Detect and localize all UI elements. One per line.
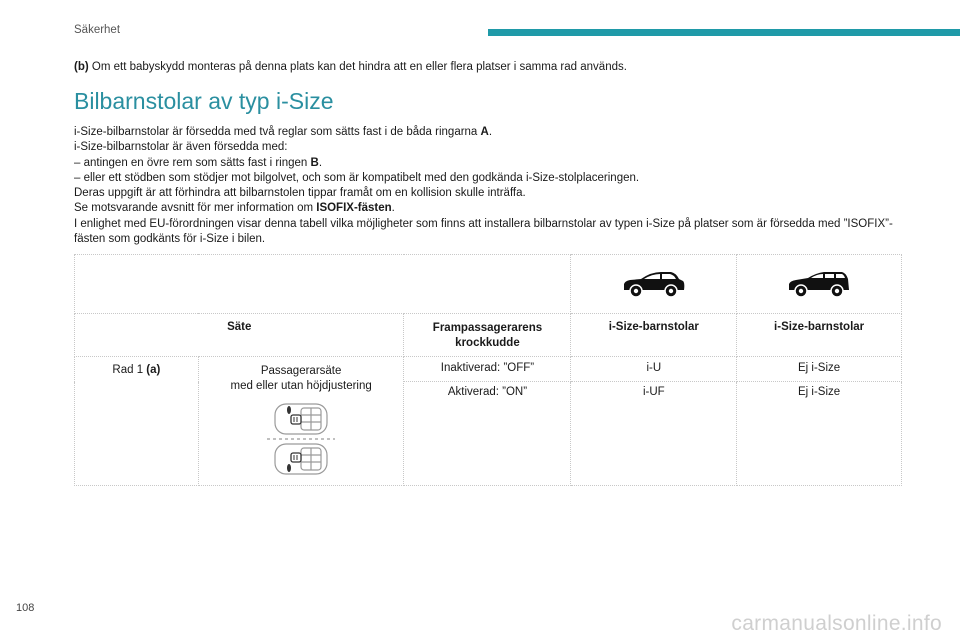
footnote-b	[74, 61, 627, 73]
page-title: Bilbarnstolar av typ i-Size	[74, 88, 334, 114]
footnote-marker: (b)	[74, 61, 89, 73]
header-i-size-b: i-Size-barnstolar	[737, 314, 902, 357]
isofix-reference: ISOFIX-fästen	[316, 202, 392, 215]
i-size-table	[74, 254, 902, 486]
table-row	[75, 357, 902, 382]
paragraph: Se motsvarande avsnitt för mer information om ISOFIX-fästen.	[74, 202, 395, 215]
list-item: – antingen en övre rem som sätts fast i ringen B.	[74, 156, 323, 169]
paragraph: i-Size-bilbarnstolar är även försedda med:	[74, 141, 288, 154]
i-size-a-on: i-UF	[571, 382, 737, 486]
list-item: – eller ett stödben som stödjer mot bilgolvet, och som är kompatibelt med den godkända i-Size-stolplaceringen.	[74, 171, 640, 184]
watermark: carmanualsonline.info	[731, 612, 942, 635]
page-number: 108	[16, 602, 35, 614]
footnote-text: Om ett babyskydd monteras på denna plats kan det hindra att en eller flera platser i samma rad används.	[88, 61, 627, 73]
paragraph: i-Size-bilbarnstolar är försedda med två reglar som sätts fast i de båda ringarna A.	[74, 126, 493, 138]
airbag-off-cell: Inaktiverad: ”OFF”	[404, 357, 571, 382]
paragraph: Deras uppgift är att förhindra att bilbarnstolen tippar framåt om en kollision skulle inträffa.	[74, 187, 526, 200]
header-seat: Säte	[75, 314, 404, 357]
table-header-row	[75, 314, 902, 357]
seat-subtitle: med eller utan höjdjustering	[230, 380, 372, 392]
i-size-b-off: Ej i-Size	[737, 357, 902, 382]
header-i-size-a: i-Size-barnstolar	[571, 314, 737, 357]
passenger-seat-diagram-icon	[265, 398, 337, 480]
seat-cell	[198, 357, 404, 486]
airbag-on-cell: Aktiverad: ”ON”	[404, 382, 571, 486]
i-size-b-on: Ej i-Size	[737, 382, 902, 486]
header-airbag: Frampassagerarens krockkudde	[404, 314, 571, 357]
row-label: Rad 1 (a)	[75, 357, 199, 486]
section-label: Säkerhet	[74, 24, 121, 36]
suv-car-icon	[621, 270, 687, 298]
header-accent-bar	[488, 29, 960, 36]
estate-car-icon	[786, 270, 852, 298]
seat-name: Passagerarsäte	[260, 365, 342, 377]
i-size-a-off: i-U	[571, 357, 737, 382]
body-text	[74, 125, 914, 247]
paragraph: I enlighet med EU-förordningen visar denna tabell vilka möjligheter som finns att installera bilbarnstolar av typen i-Size på platser som är försedda med ”ISOFIX”-fästen som godkänts för i-Size i bilen.	[74, 217, 893, 246]
table-row	[75, 255, 902, 314]
